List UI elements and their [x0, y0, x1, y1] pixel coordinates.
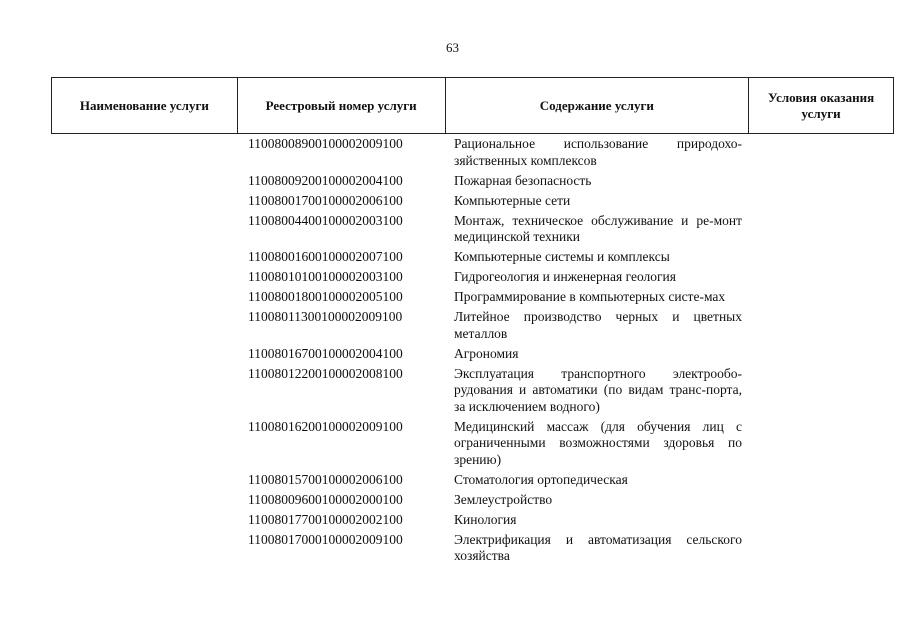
registry-number-cell: 11008017000100002009100: [248, 531, 403, 547]
service-content-cell: Литейное производство черных и цветных металлов: [454, 309, 742, 341]
table-row: [51, 419, 894, 469]
table-row: [51, 512, 894, 529]
table-row: [51, 309, 894, 342]
table-row: [51, 173, 894, 190]
table-row: [51, 249, 894, 266]
table-row: [51, 269, 894, 286]
service-content-cell: Компьютерные сети: [454, 192, 571, 208]
page-number: 63: [446, 40, 459, 55]
table-row: [51, 289, 894, 306]
service-content-cell: Пожарная безопасность: [454, 172, 592, 188]
service-content-cell: Электрификация и автоматизация сельского хозяйства: [454, 531, 742, 563]
service-content-cell: Стоматология ортопедическая: [454, 471, 628, 487]
service-content-cell: Эксплуатация транспортного электрообо-рудования и автоматики (по видам транс-порта, за исключением водного): [454, 365, 742, 414]
header-service-name: Наименование услуги: [52, 78, 238, 133]
registry-number-cell: 11008016200100002009100: [248, 418, 403, 434]
table-header: [51, 77, 894, 134]
registry-number-cell: 11008010100100002003100: [248, 269, 403, 284]
table-row: [51, 346, 894, 363]
services-table: [51, 77, 894, 565]
registry-number-cell: 11008001600100002007100: [248, 249, 403, 264]
service-content-cell: Монтаж, техническое обслуживание и ре-монт медицинской техники: [454, 212, 742, 244]
service-content-cell: Гидрогеология и инженерная геология: [454, 269, 676, 284]
registry-number-cell: 11008009200100002004100: [248, 172, 403, 188]
header-service-conditions: Условия оказания услуги: [749, 78, 894, 133]
service-content-cell: Землеустройство: [454, 491, 553, 507]
table-row: [51, 193, 894, 210]
registry-number-cell: 11008016700100002004100: [248, 345, 403, 361]
table-row: [51, 492, 894, 509]
registry-number-cell: 11008017700100002002100: [248, 511, 403, 527]
table-row: [51, 472, 894, 489]
registry-number-cell: 11008011300100002009100: [248, 309, 403, 324]
table-body: [51, 134, 894, 565]
service-content-cell: Программирование в компьютерных систе-мах: [454, 289, 726, 304]
table-row: [51, 136, 894, 169]
table-row: [51, 532, 894, 565]
registry-number-cell: 11008008900100002009100: [248, 136, 403, 151]
table-row: [51, 213, 894, 246]
service-content-cell: Рациональное использование природохо-зяйственных комплексов: [454, 136, 742, 168]
service-content-cell: Компьютерные системы и комплексы: [454, 249, 670, 264]
service-content-cell: Агрономия: [454, 345, 519, 361]
service-content-cell: Кинология: [454, 511, 517, 527]
registry-number-cell: 11008012200100002008100: [248, 365, 403, 381]
header-registry-number: Реестровый номер услуги: [238, 78, 446, 133]
service-content-cell: Медицинский массаж (для обучения лиц с ограниченными возможностями здоровья по зрению): [454, 418, 742, 467]
registry-number-cell: 11008004400100002003100: [248, 212, 403, 228]
table-row: [51, 366, 894, 416]
registry-number-cell: 11008001800100002005100: [248, 289, 403, 304]
registry-number-cell: 11008001700100002006100: [248, 192, 403, 208]
registry-number-cell: 11008015700100002006100: [248, 471, 403, 487]
header-service-content: Содержание услуги: [446, 78, 750, 133]
registry-number-cell: 11008009600100002000100: [248, 491, 403, 507]
